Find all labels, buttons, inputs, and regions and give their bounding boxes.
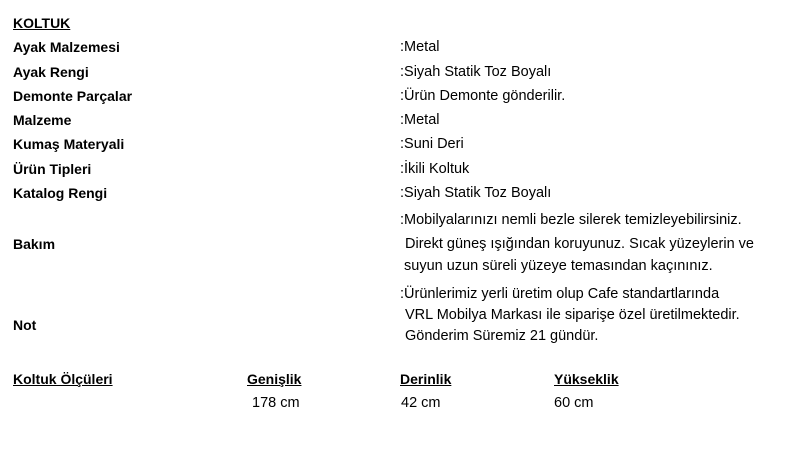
row-value-not-line-1: :Ürünlerimiz yerli üretim olup Cafe standartlarında — [400, 286, 720, 302]
row-label-not: Not — [13, 317, 37, 333]
row-label-bakim: Bakım — [13, 236, 56, 252]
row-value-malzeme: :Metal — [400, 112, 440, 128]
row-value-kumas-materyali: :Suni Deri — [400, 136, 464, 152]
row-value-bakim-line-2: Direkt güneş ışığından koruyunuz. Sıcak yüzeylerin ve — [405, 236, 754, 252]
row-value-bakim-line-1: :Mobilyalarınızı nemli bezle silerek temizleyebilirsiniz. — [400, 212, 742, 228]
page-title: KOLTUK — [13, 15, 71, 31]
row-label-ayak-rengi: Ayak Rengi — [13, 64, 89, 80]
dimension-label-yukseklik: Yükseklik — [554, 371, 619, 387]
dimension-value-yukseklik: 60 cm — [554, 395, 594, 411]
row-label-demonte-parcalar: Demonte Parçalar — [13, 88, 133, 104]
row-value-not-line-2: VRL Mobilya Markası ile siparişe özel üretilmektedir. — [405, 307, 740, 323]
dimension-value-genislik: 178 cm — [252, 395, 300, 411]
dimensions-heading: Koltuk Ölçüleri — [13, 371, 113, 387]
row-label-malzeme: Malzeme — [13, 112, 72, 128]
dimension-label-genislik: Genişlik — [247, 371, 302, 387]
row-value-katalog-rengi: :Siyah Statik Toz Boyalı — [400, 185, 552, 201]
row-value-urun-tipleri: :İkili Koltuk — [400, 161, 470, 177]
dimension-label-derinlik: Derinlik — [400, 371, 452, 387]
row-label-kumas-materyali: Kumaş Materyali — [13, 136, 125, 152]
row-value-demonte-parcalar: :Ürün Demonte gönderilir. — [400, 88, 566, 104]
row-value-bakim-line-3: suyun uzun süreli yüzeye temasından kaçınınız. — [404, 258, 713, 274]
row-value-ayak-rengi: :Siyah Statik Toz Boyalı — [400, 64, 552, 80]
row-label-katalog-rengi: Katalog Rengi — [13, 185, 108, 201]
row-label-ayak-malzemesi: Ayak Malzemesi — [13, 39, 120, 55]
row-label-urun-tipleri: Ürün Tipleri — [13, 161, 92, 177]
row-value-ayak-malzemesi: :Metal — [400, 39, 440, 55]
dimension-value-derinlik: 42 cm — [401, 395, 441, 411]
row-value-not-line-3: Gönderim Süremiz 21 gündür. — [405, 328, 599, 344]
